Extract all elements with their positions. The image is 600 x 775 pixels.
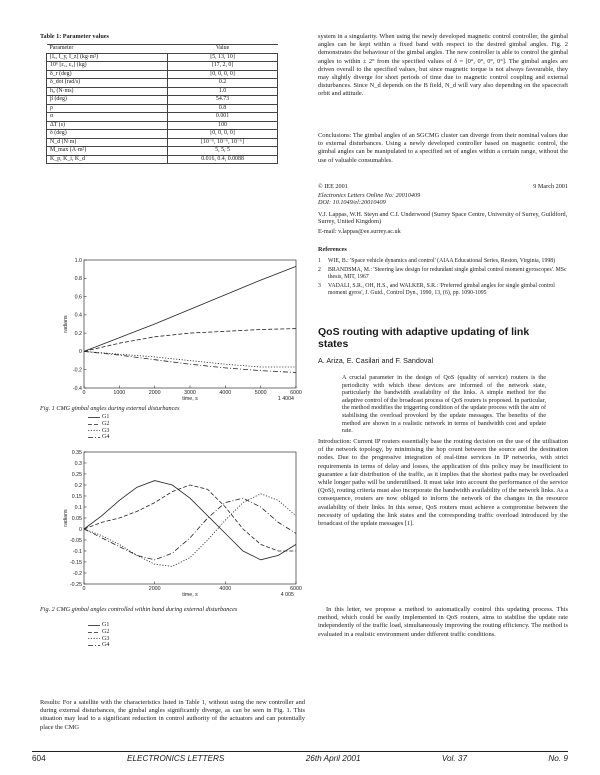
plot-frame bbox=[84, 452, 296, 584]
copyright: © IEE 2001 bbox=[318, 183, 348, 190]
x-tick-label: 6000 bbox=[290, 390, 302, 396]
y-tick-label: 0.15 bbox=[71, 493, 82, 500]
issue-date: 26th April 2001 bbox=[305, 754, 361, 763]
legend-line-swatch bbox=[88, 422, 102, 427]
y-tick-label: 0.3 bbox=[74, 460, 82, 467]
series-line-g1 bbox=[84, 481, 296, 560]
y-tick-label: -0.25 bbox=[69, 581, 82, 588]
table-header-cell: Value bbox=[168, 45, 278, 54]
value-cell: [10⁻⁶, 10⁻⁶, 10⁻⁶] bbox=[168, 138, 278, 147]
x-tick-label: 6000 bbox=[290, 586, 302, 592]
table-row bbox=[47, 138, 278, 147]
article-title: QoS routing with adaptive updating of link states bbox=[318, 326, 530, 350]
y-tick-label: 0.2 bbox=[74, 482, 82, 489]
reference-item bbox=[318, 283, 568, 297]
online-number: Electronics Letters Online No: 20010409 bbox=[318, 192, 421, 199]
legend-label: G4 bbox=[102, 434, 110, 441]
x-axis-label: time, s bbox=[182, 592, 198, 598]
table-row bbox=[47, 79, 278, 88]
x-tick-label: 0 bbox=[82, 390, 86, 396]
legend-label: G3 bbox=[102, 635, 110, 642]
legend-label: G1 bbox=[102, 622, 110, 628]
series-line-g1 bbox=[84, 266, 296, 351]
y-tick-label: -0.05 bbox=[69, 537, 82, 544]
figure-tag: 1 4004 bbox=[277, 396, 294, 402]
figure-1-caption: Fig. 1 CMG gimbal angles during external disturbances bbox=[40, 405, 180, 412]
parameter-cell: 10⁶ [ε₁, ε₂] (kg) bbox=[47, 62, 168, 71]
figure-1-legend bbox=[88, 414, 109, 441]
table-row bbox=[47, 155, 278, 164]
legend-line-swatch bbox=[88, 428, 102, 433]
x-tick-label: 2000 bbox=[148, 390, 161, 396]
legend-entry bbox=[88, 642, 109, 649]
legend-entry bbox=[88, 421, 109, 428]
y-tick-label: 0.25 bbox=[71, 471, 82, 478]
figure-2-caption: Fig. 2 CMG gimbal angles controlled within band during external disturbances bbox=[40, 606, 238, 613]
y-tick-label: 0 bbox=[79, 526, 82, 533]
results-paragraph: Results: For a satellite with the characteristics listed in Table 1, without using the new controller and during external disturbances, the gimbal angles significantly diverge, as can be seen in Fig. 1. This situation may lead to a significant reduction in control authority of the actuators and can potentially place the CMG bbox=[40, 699, 305, 731]
legend-line-swatch bbox=[88, 643, 102, 648]
y-tick-label: 0.6 bbox=[74, 294, 82, 301]
value-cell: 100 bbox=[168, 121, 278, 130]
value-cell: 54.73 bbox=[168, 96, 278, 105]
x-tick-label: 4000 bbox=[219, 586, 232, 592]
author-affiliation: V.J. Lappas, W.H. Steyn and C.I. Underwood (Surrey Space Centre, University of Surrey, Guildford, Surrey, United Kingdom) bbox=[318, 211, 568, 226]
reference-number: 3 bbox=[318, 283, 321, 289]
parameter-cell: N_d (N·m) bbox=[47, 138, 168, 147]
references-heading: References bbox=[318, 246, 347, 253]
parameter-cell: h₀ (N·ms) bbox=[47, 87, 168, 96]
y-tick-label: -0.1 bbox=[72, 548, 82, 555]
reference-item bbox=[318, 267, 568, 281]
reference-item bbox=[318, 258, 568, 265]
value-cell: 0.001 bbox=[168, 113, 278, 122]
y-tick-label: 0.1 bbox=[74, 504, 82, 511]
received-date: 9 March 2001 bbox=[533, 183, 568, 190]
series-line-g4 bbox=[84, 498, 296, 560]
author-email: E-mail: v.lappas@ee.surrey.ac.uk bbox=[318, 228, 401, 235]
legend-label: G1 bbox=[102, 414, 110, 420]
parameter-cell: [Iₓ, I_y, I_z] (kg·m²) bbox=[47, 53, 168, 62]
table-row bbox=[47, 70, 278, 79]
legend-line-swatch bbox=[88, 435, 102, 440]
figure-1-chart bbox=[40, 248, 305, 406]
legend-label: G2 bbox=[102, 420, 110, 427]
y-axis-label: radians bbox=[63, 315, 69, 333]
y-tick-label: 0.8 bbox=[74, 276, 82, 283]
y-axis-label: radians bbox=[63, 509, 69, 527]
proposal-paragraph: In this letter, we propose a method to automatically control this updating process. This method, which could be easily implemented in QoS routers, aims to stabilise the update rate independently of the traffic load, simultaneously improving the routing efficiency. The method is evaluated in a realistic environment under different traffic conditions. bbox=[318, 606, 568, 638]
article-authors: A. Ariza, E. Casilari and F. Sandoval bbox=[318, 356, 434, 365]
abstract: A crucial parameter in the design of QoS (quality of service) routers is the periodicity with which these devices are informed of the network state, particularly the bandwidth availability of the links. A simple method for the adaptive control of the broadcast process of QoS routers is proposed. In particular, the method modifies the triggering condition of the update process with the aim of stabilising the overload provoked by the update messages. The benefits of the method are shown in a realistic network in terms of bandwidth cost and update rate. bbox=[342, 374, 546, 435]
legend-entry bbox=[88, 636, 109, 643]
plot-frame bbox=[84, 260, 296, 388]
x-axis-label: time, s bbox=[182, 396, 198, 402]
table-row bbox=[47, 96, 278, 105]
value-cell: [0, 0, 0, 0] bbox=[168, 130, 278, 139]
value-cell: 1.0 bbox=[168, 87, 278, 96]
parameter-cell: α bbox=[47, 113, 168, 122]
parameter-cell: δ_r (deg) bbox=[47, 70, 168, 79]
page-number: 604 bbox=[32, 754, 46, 763]
x-tick-label: 1000 bbox=[113, 390, 126, 396]
table-caption: Table 1: Parameter values bbox=[40, 33, 109, 40]
table-row bbox=[47, 87, 278, 96]
parameter-cell: β (deg) bbox=[47, 96, 168, 105]
legend-line-swatch bbox=[88, 630, 102, 635]
y-tick-label: -0.2 bbox=[72, 570, 82, 577]
table-row bbox=[47, 104, 278, 113]
figure-tag: 4 005 bbox=[280, 592, 294, 598]
table-row bbox=[47, 62, 278, 71]
table-header-cell: Parameter bbox=[47, 45, 168, 54]
table-row bbox=[47, 53, 278, 62]
conclusions-paragraph: Conclusions: The gimbal angles of an SGCMG cluster can diverge from their nominal values due to external disturbances. Using a newly developed controller based on magnetic control, the gimbal angles can be manipulated to a specified set of angles within a certain range, without the use of valuable consumables. bbox=[318, 132, 568, 164]
reference-number: 1 bbox=[318, 258, 321, 264]
reference-text: BRANDSMA, M.: 'Steering law design for redundant single gimbal control moment gyroscopes'. MSc thesis, MIT, 1967 bbox=[328, 267, 567, 280]
value-cell: 0.8 bbox=[168, 104, 278, 113]
parameter-cell: ΔT (s) bbox=[47, 121, 168, 130]
legend-label: G2 bbox=[102, 628, 110, 635]
y-tick-label: -0.15 bbox=[69, 559, 82, 566]
table-header-row bbox=[47, 45, 278, 54]
series-line-g3 bbox=[84, 494, 296, 567]
table-row bbox=[47, 130, 278, 139]
legend-entry bbox=[88, 428, 109, 435]
parameter-cell: M_max (A·m²) bbox=[47, 147, 168, 156]
legend-entry bbox=[88, 414, 109, 421]
table-row bbox=[47, 147, 278, 156]
y-tick-label: -0.4 bbox=[72, 385, 82, 392]
x-tick-label: 0 bbox=[82, 586, 86, 592]
value-cell: [5, 13, 10] bbox=[168, 53, 278, 62]
copyright-line bbox=[318, 183, 568, 190]
legend-line-swatch bbox=[88, 636, 102, 641]
legend-label: G3 bbox=[102, 427, 110, 434]
x-tick-label: 2000 bbox=[148, 586, 161, 592]
series-line-g3 bbox=[84, 351, 296, 367]
legend-entry bbox=[88, 622, 109, 629]
legend-line-swatch bbox=[88, 623, 102, 628]
series-line-g2 bbox=[84, 329, 296, 352]
y-tick-label: 0.05 bbox=[71, 515, 82, 522]
journal-name: ELECTRONICS LETTERS bbox=[127, 754, 225, 763]
intro-paragraph: system in a singularity. When using the newly developed magnetic control controller, the gimbal angles can be kept within a fixed band with respect to the desired gimbal angles. Fig. 2 demonstrates the behaviour of the gimbal angles. The new controller is able to control the gimbal angles to within ± 2° from the specified values of δ = [0°, 0°, 0°, 0°]. The gimbal angles are driven overall to the specified values, but since magnetic torque is not always favourable, they may slightly diverge for short periods of time due to magnetic control coupling and external disturbances. Since N_d depends on the B field, N_d will vary also depending on the spacecraft orbit and attitude. bbox=[318, 33, 568, 98]
table-row bbox=[47, 113, 278, 122]
reference-text: VADALI, S.R., OH, H.S., and WALKER, S.R.: 'Preferred gimbal angles for single gimbal control moment gyros', J. Guid., Control Dyn., 1990, 13, (6), pp. 1090-1095 bbox=[328, 283, 555, 296]
doi: DOI: 10.1049/el:20010409 bbox=[318, 199, 386, 206]
volume: Vol. 37 bbox=[441, 754, 468, 763]
legend-entry bbox=[88, 434, 109, 441]
parameter-cell: K_p, K_i, K_d bbox=[47, 155, 168, 164]
parameter-table bbox=[46, 44, 278, 164]
legend-line-swatch bbox=[88, 415, 102, 420]
reference-text: WIE, B.: 'Space vehicle dynamics and control' (AIAA Educational Series, Reston, Virginia, 1998) bbox=[328, 258, 556, 264]
parameter-cell: δ (deg) bbox=[47, 130, 168, 139]
value-cell: [17, 2, 0] bbox=[168, 62, 278, 71]
y-tick-label: -0.2 bbox=[72, 367, 82, 374]
y-tick-label: 0.4 bbox=[74, 312, 82, 319]
issue-number: No. 9 bbox=[548, 754, 568, 763]
figure-2-legend bbox=[88, 622, 109, 649]
y-tick-label: 0.2 bbox=[74, 330, 82, 337]
y-tick-label: 0.35 bbox=[71, 449, 82, 456]
value-cell: 5, 5, 5 bbox=[168, 147, 278, 156]
series-line-g4 bbox=[84, 351, 296, 372]
legend-entry bbox=[88, 629, 109, 636]
y-tick-label: 0 bbox=[79, 349, 82, 356]
table-row bbox=[47, 121, 278, 130]
parameter-cell: ρ bbox=[47, 104, 168, 113]
reference-number: 2 bbox=[318, 267, 321, 273]
legend-label: G4 bbox=[102, 642, 110, 649]
value-cell: 0.2 bbox=[168, 79, 278, 88]
value-cell: 0.016, 0.4, 0.0088 bbox=[168, 155, 278, 164]
x-tick-label: 4000 bbox=[219, 390, 232, 396]
y-tick-label: 1.0 bbox=[74, 257, 82, 264]
x-tick-label: 3000 bbox=[184, 390, 196, 396]
page-footer bbox=[32, 751, 568, 763]
figure-2-chart bbox=[40, 444, 305, 602]
parameter-cell: δ_dot (rad/s) bbox=[47, 79, 168, 88]
value-cell: [0, 0, 0, 0] bbox=[168, 70, 278, 79]
x-tick-label: 5000 bbox=[254, 390, 267, 396]
introduction-paragraph: Introduction: Current IP routers essentially base the routing decision on the use of the utilisation of the network topology, by minimising the hop count between the source and the destination nodes. Due to the progressive integration of real-time services in IP networks, with strict requirements in terms of delay and losses, the application of this policy may be insufficient to guarantee a fair distribution of the traffic, as it implies that the shortest paths may be overloaded while longer paths will be underutilised. It must take into account the performance of the service (QoS), routing criteria must also incorporate the bandwidth availability of the network links. As a consequence, routers are now obliged to inform the network of the changes in the resource availability of their links. In this sense, QoS routers must achieve a compromise between the necessity of updating the link states and the corresponding traffic overload introduced by the broadcast of the update messages [1]. bbox=[318, 438, 568, 528]
references-list bbox=[318, 258, 568, 299]
